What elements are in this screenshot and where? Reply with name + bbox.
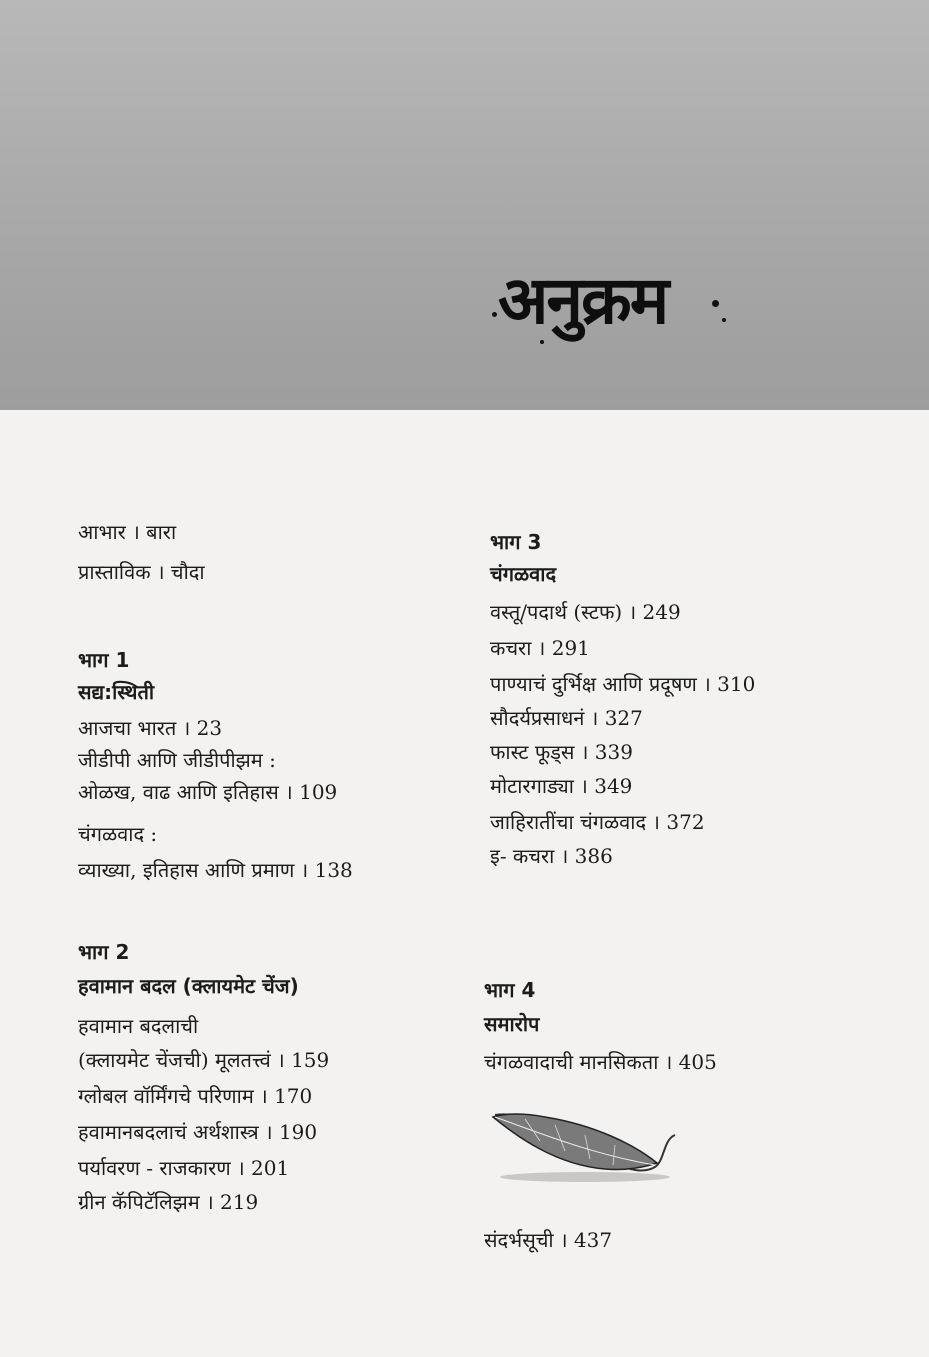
part-label: भाग 1 (78, 648, 130, 672)
toc-entry-front-preface[interactable]: प्रास्ताविक । चौदा (78, 560, 205, 584)
toc-entry-front-acknowledgement[interactable]: आभार । बारा (78, 520, 177, 544)
part-label: भाग 3 (490, 530, 542, 554)
toc-entry[interactable]: पर्यावरण - राजकारण । 201 (78, 1156, 290, 1180)
toc-entry[interactable]: कचरा । 291 (490, 636, 590, 660)
toc-entry[interactable]: जाहिरातींचा चंगळवाद । 372 (490, 810, 705, 834)
ink-splatter (492, 312, 497, 317)
ink-splatter (712, 300, 719, 307)
toc-entry[interactable]: चंगळवाद : (78, 822, 158, 846)
ink-splatter (540, 340, 544, 344)
toc-entry[interactable]: ग्लोबल वॉर्मिंगचे परिणाम । 170 (78, 1084, 313, 1108)
toc-entry[interactable]: (क्लायमेट चेंजची) मूलतत्त्वं । 159 (78, 1048, 330, 1072)
toc-entry[interactable]: मोटारगाड्या । 349 (490, 774, 633, 798)
toc-entry[interactable]: ओळख, वाढ आणि इतिहास । 109 (78, 780, 338, 804)
part-title: समारोप (484, 1012, 540, 1036)
toc-entry[interactable]: वस्तू/पदार्थ (स्टफ) । 249 (490, 600, 681, 624)
toc-entry[interactable]: सौदर्यप्रसाधनं । 327 (490, 706, 643, 730)
part-title: चंगळवाद (490, 562, 557, 586)
toc-entry[interactable]: ग्रीन कॅपिटॅलिझम । 219 (78, 1190, 259, 1214)
toc-entry[interactable]: व्याख्या, इतिहास आणि प्रमाण । 138 (78, 858, 353, 882)
part-label: भाग 2 (78, 940, 130, 964)
toc-entry[interactable]: जीडीपी आणि जीडीपीझम : (78, 748, 276, 772)
part-label: भाग 4 (484, 978, 536, 1002)
toc-entry[interactable]: फास्ट फूड्स । 339 (490, 740, 633, 764)
toc-entry-bibliography[interactable]: संदर्भसूची । 437 (484, 1228, 613, 1252)
leaf-icon (485, 1105, 685, 1185)
part-title: सद्य:स्थिती (78, 680, 155, 704)
toc-entry[interactable]: इ- कचरा । 386 (490, 844, 613, 868)
header-band (0, 0, 929, 410)
toc-entry[interactable]: हवामानबदलाचं अर्थशास्त्र । 190 (78, 1120, 318, 1144)
page-title: अनुक्रम (498, 262, 668, 339)
ink-splatter (722, 318, 726, 322)
toc-entry[interactable]: पाण्याचं दुर्भिक्ष आणि प्रदूषण । 310 (490, 672, 756, 696)
part-title: हवामान बदल (क्लायमेट चेंज) (78, 974, 299, 998)
toc-entry[interactable]: आजचा भारत । 23 (78, 716, 223, 740)
toc-entry[interactable]: चंगळवादाची मानसिकता । 405 (484, 1050, 717, 1074)
toc-entry[interactable]: हवामान बदलाची (78, 1014, 199, 1038)
